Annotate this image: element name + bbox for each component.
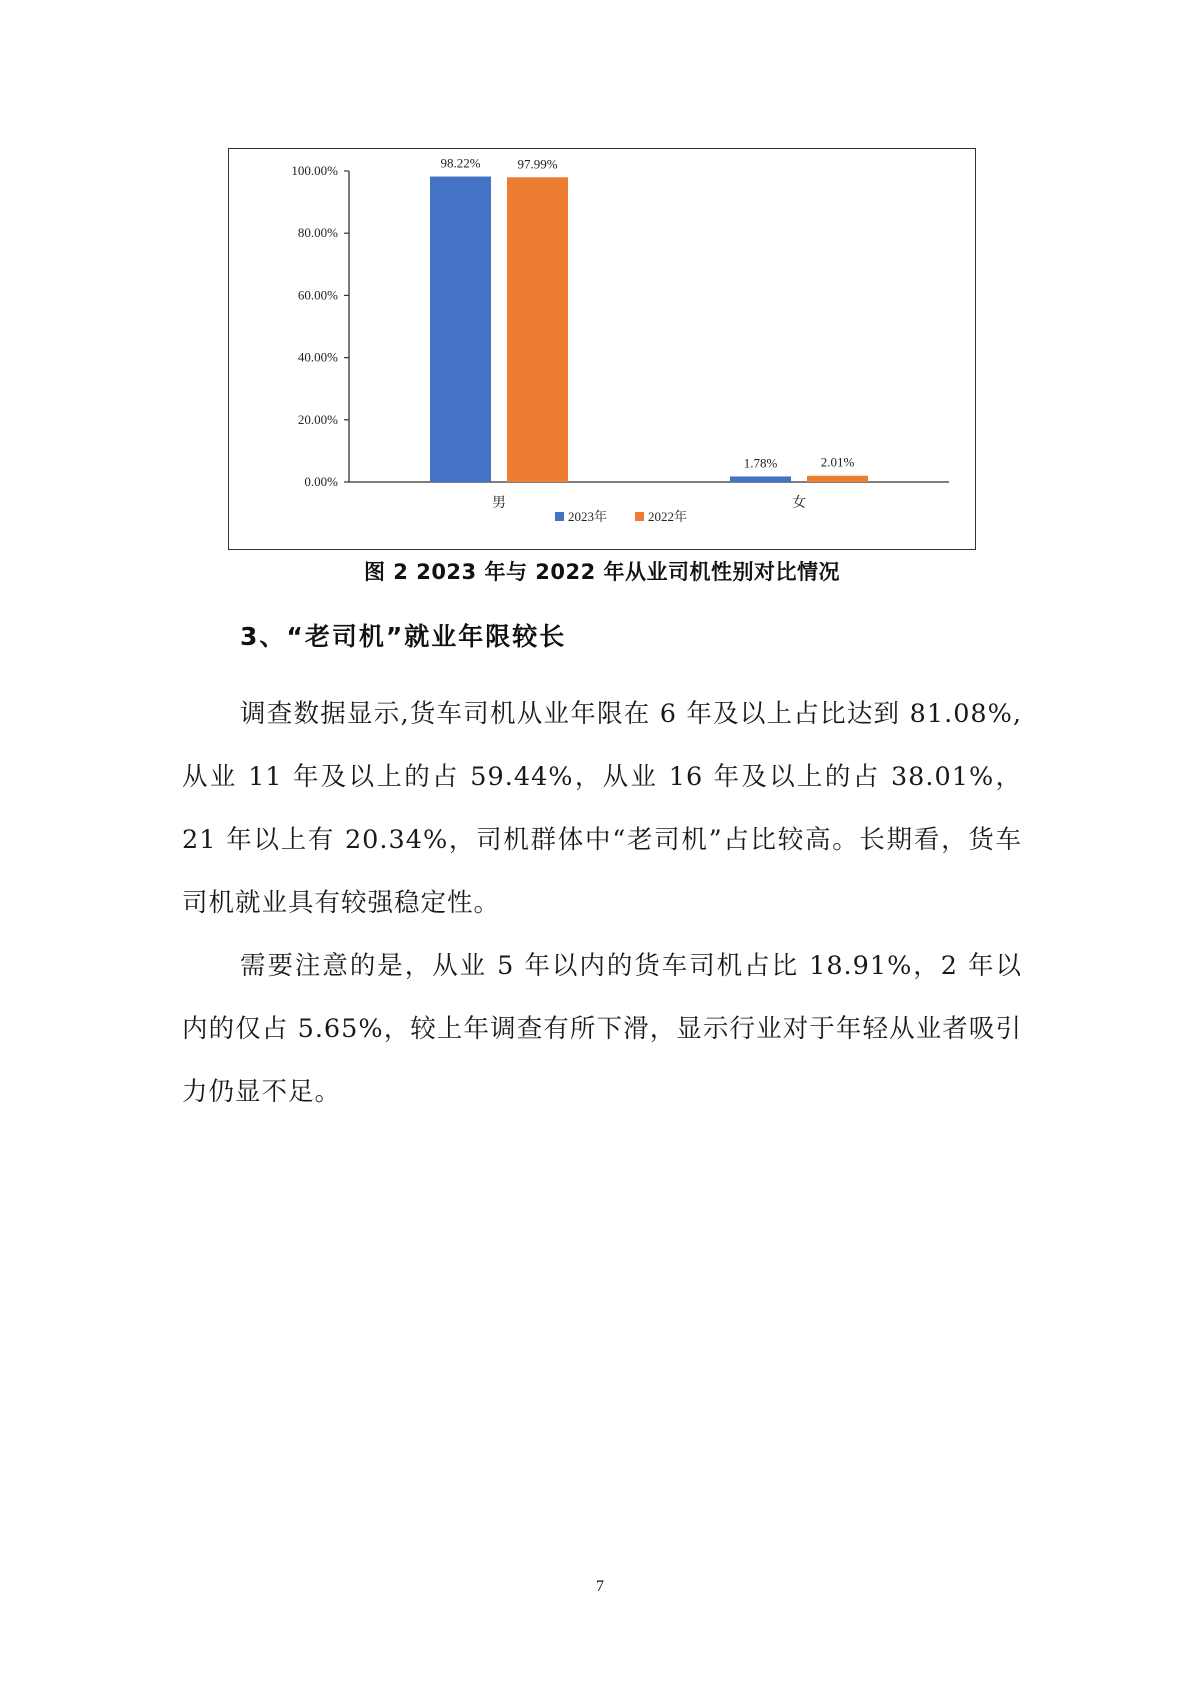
y-tick-label: 0.00% — [304, 474, 338, 489]
legend-label: 2023年 — [568, 509, 608, 524]
data-label: 2.01% — [820, 454, 855, 470]
legend-swatch — [635, 512, 644, 521]
y-tick-label: 100.00% — [291, 163, 338, 178]
legend-swatch — [555, 512, 564, 521]
x-category-label: 男 — [492, 496, 506, 511]
y-tick-label: 80.00% — [297, 225, 338, 241]
gender-bar-chart — [228, 148, 976, 550]
y-tick-label: 60.00% — [297, 287, 338, 303]
paragraph-2: 需要注意的是，从业 5 年以内的货车司机占比 18.91%，2 年以内的仅占 5.65%，较上年调查有所下滑，显示行业对于年轻从业者吸引力仍显不足。 — [182, 951, 1022, 1107]
section-heading: 3、“老司机”就业年限较长 — [240, 622, 567, 651]
bar-series-2-2 — [807, 476, 868, 482]
data-label: 97.99% — [517, 156, 558, 172]
paragraph-1: 调查数据显示,货车司机从业年限在 6 年及以上占比达到 81.08%,从业 11 年及以上的占 59.44%，从业 16 年及以上的占 38.01%，21 年以上有 20.34%，司机群体中“老司机”占比较高。长期看，货车司机就业具有较强稳定性。 — [182, 699, 1022, 918]
bar-series-1-2 — [730, 476, 791, 482]
bar-series-2-1 — [507, 177, 568, 482]
legend-label: 2022年 — [648, 509, 688, 524]
x-category-label: 女 — [792, 496, 806, 511]
bar-series-1-1 — [430, 177, 491, 482]
chart-canvas — [229, 149, 977, 551]
data-label: 98.22% — [440, 155, 481, 171]
data-label: 1.78% — [743, 455, 778, 471]
y-tick-label: 20.00% — [297, 411, 338, 427]
y-tick-label: 40.00% — [297, 349, 338, 365]
figure-caption: 图 2 2023 年与 2022 年从业司机性别对比情况 — [363, 560, 841, 584]
page-number: 7 — [596, 1578, 604, 1595]
